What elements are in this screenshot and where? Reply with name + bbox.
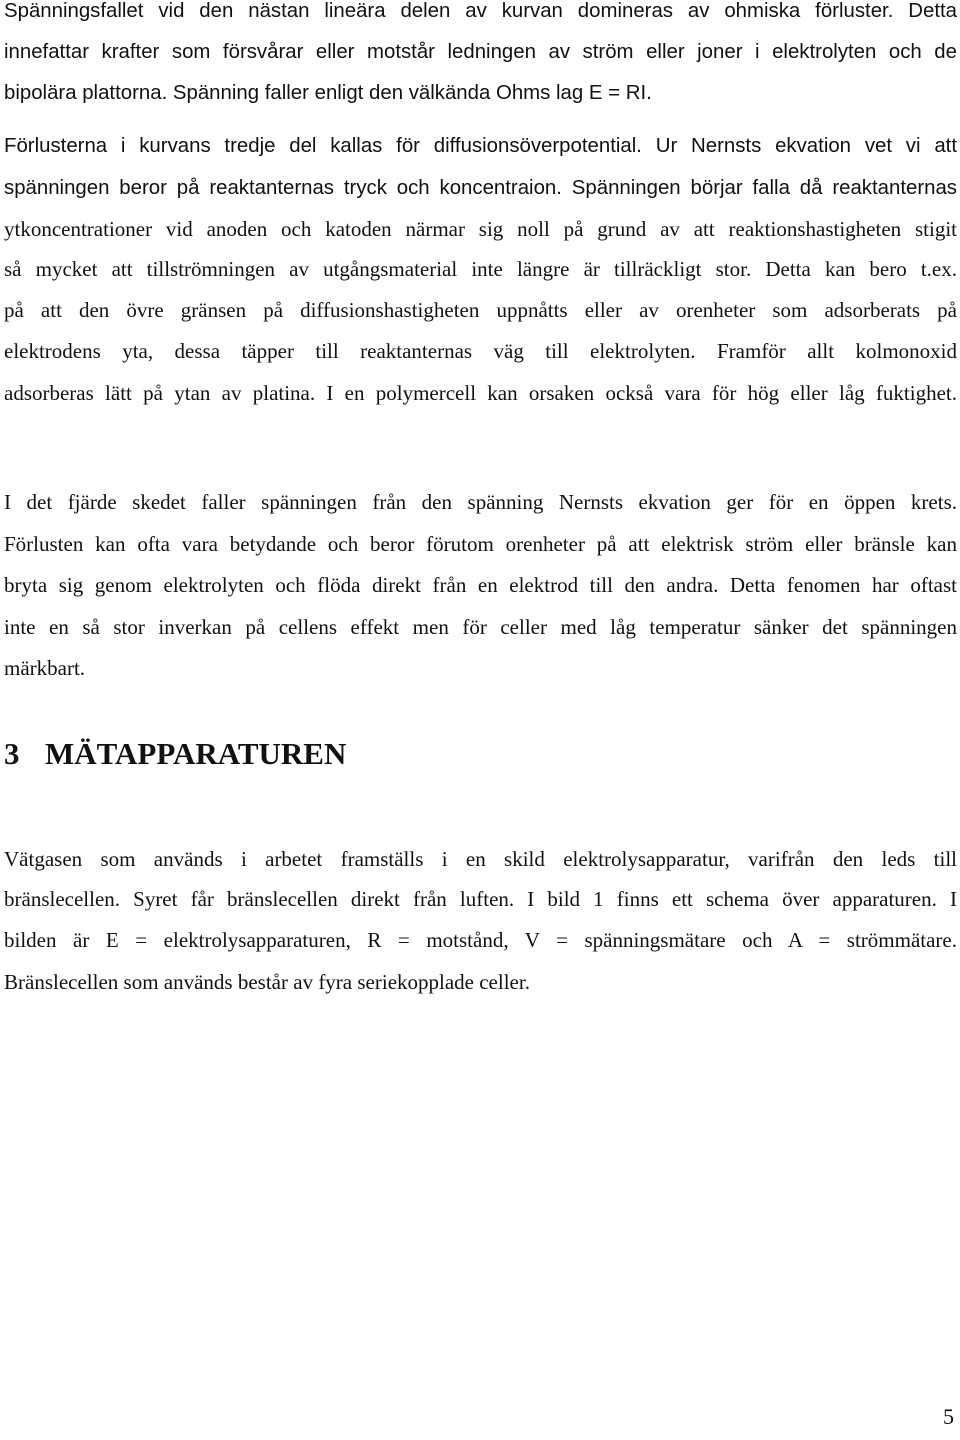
text-line: ytkoncentrationer vid anoden och katoden närmar sig noll på grund av att reaktionshastigheten stigit [4, 217, 957, 241]
text-line: Förlusten kan ofta vara betydande och beror förutom orenheter på att elektrisk ström eller bränsle kan [4, 532, 957, 556]
text-line: elektrodens yta, dessa täpper till reaktanternas väg till elektrolyten. Framför allt kolmonoxid [4, 339, 957, 363]
section-number: 3 [4, 736, 20, 771]
text-line: bilden är E = elektrolysapparaturen, R = motstånd, V = spänningsmätare och A = strömmätare. [4, 928, 957, 952]
text-line: märkbart. [4, 656, 86, 680]
text-line: bryta sig genom elektrolyten och flöda direkt från en elektrod till den andra. Detta fenomen har oftast [4, 573, 957, 597]
text-line: adsorberas lätt på ytan av platina. I en polymercell kan orsaken också vara för hög eller låg fuktighet. [4, 381, 957, 405]
page-number: 5 [943, 1404, 954, 1429]
text-line: på att den övre gränsen på diffusionshastigheten uppnåtts eller av orenheter som adsorberats på [4, 298, 957, 322]
text-line: bipolära plattorna. Spänning faller enligt den välkända Ohms lag E = RI. [4, 82, 652, 104]
text-line: innefattar krafter som försvårar eller motstår ledningen av ström eller joner i elektrolyten och de [4, 41, 957, 63]
text-line: Vätgasen som används i arbetet framställs i en skild elektrolysapparatur, varifrån den leds till [4, 847, 957, 871]
text-line: Bränslecellen som används består av fyra seriekopplade celler. [4, 970, 530, 994]
text-line: spänningen beror på reaktanternas tryck och koncentraion. Spänningen börjar falla då reaktanternas [4, 177, 957, 199]
text-line [4, 420, 957, 446]
section-title: MÄTAPPARATUREN [45, 736, 347, 771]
text-line: så mycket att tillströmningen av utgångsmaterial inte längre är tillräckligt stor. Detta kan bero t.ex. [4, 257, 957, 281]
text-line: inte en så stor inverkan på cellens effekt men för celler med låg temperatur sänker det spänningen [4, 615, 957, 639]
text-line: Förlusterna i kurvans tredje del kallas för diffusionsöverpotential. Ur Nernsts ekvation vet vi att [4, 135, 957, 157]
text-line: Spänningsfallet vid den nästan lineära delen av kurvan domineras av ohmiska förluster. Detta [4, 0, 957, 22]
text-line: I det fjärde skedet faller spänningen från den spänning Nernsts ekvation ger för en öppen krets. [4, 490, 957, 514]
text-line: bränslecellen. Syret får bränslecellen direkt från luften. I bild 1 finns ett schema över apparaturen. I [4, 887, 957, 911]
section-heading [4, 736, 346, 772]
